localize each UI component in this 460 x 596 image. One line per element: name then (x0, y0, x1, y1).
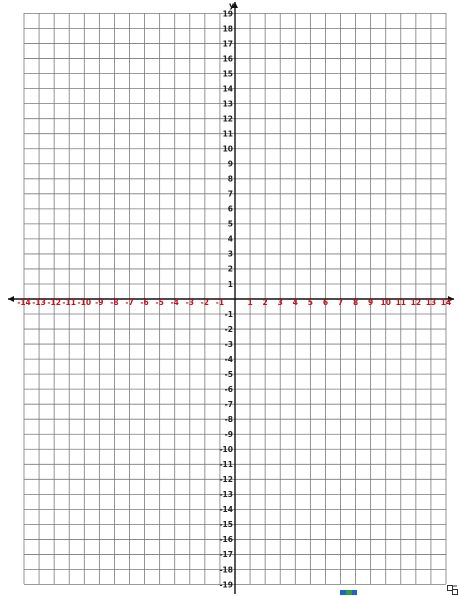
x-axis-left-arrow-icon (8, 296, 14, 302)
y-tick-label: -17 (219, 550, 233, 560)
y-tick-label: -13 (219, 490, 233, 500)
y-tick-label: 16 (222, 54, 233, 64)
y-tick-label: 8 (227, 174, 233, 184)
x-tick-label: 5 (307, 298, 313, 307)
y-tick-label: -7 (224, 399, 233, 409)
y-tick-label: -5 (224, 369, 233, 379)
y-tick-label: 18 (222, 24, 233, 34)
x-tick-label: -4 (170, 298, 179, 307)
x-tick-label: -14 (17, 298, 31, 307)
x-tick-label: -7 (125, 298, 134, 307)
x-tick-label: -9 (95, 298, 104, 307)
x-tick-label: 9 (368, 298, 374, 307)
x-tick-label: 14 (440, 298, 452, 307)
y-tick-label: 1 (227, 279, 233, 289)
y-tick-label: 12 (222, 114, 233, 124)
y-tick-label: 9 (227, 159, 233, 169)
x-tick-label: 12 (410, 298, 422, 307)
y-tick-label: -1 (224, 309, 233, 319)
y-tick-label: 4 (227, 234, 233, 244)
y-tick-label: 13 (222, 99, 233, 109)
x-tick-label: 11 (395, 298, 407, 307)
x-tick-label: 7 (337, 298, 344, 307)
y-tick-label: -4 (224, 354, 233, 364)
y-tick-label: 5 (227, 219, 233, 229)
y-tick-label: -3 (224, 339, 233, 349)
y-tick-label: 15 (222, 69, 233, 79)
y-tick-label: -6 (224, 384, 233, 394)
y-tick-label: 6 (227, 204, 233, 214)
x-tick-label: -12 (47, 298, 61, 307)
y-tick-label: -19 (219, 580, 233, 590)
x-tick-label: 6 (322, 298, 329, 307)
x-tick-label: 10 (380, 298, 391, 307)
y-tick-label: -14 (219, 505, 233, 515)
y-tick-label: -10 (219, 445, 233, 455)
x-tick-label: 13 (425, 298, 437, 307)
y-tick-label: 11 (222, 129, 233, 139)
color-swatch-icon (340, 589, 358, 596)
x-tick-label: -11 (62, 298, 76, 307)
y-tick-label: -8 (224, 415, 233, 425)
x-tick-label: -10 (77, 298, 92, 307)
y-tick-label: -11 (219, 460, 233, 470)
y-tick-label: -15 (219, 520, 233, 530)
y-tick-label: -18 (219, 565, 233, 575)
x-tick-label: 8 (352, 298, 359, 307)
resize-grip-icon[interactable] (447, 585, 458, 595)
y-tick-label: -9 (224, 430, 233, 440)
x-tick-label: -1 (215, 298, 225, 307)
x-tick-label: -6 (140, 298, 149, 307)
y-tick-label: 2 (227, 264, 233, 274)
y-tick-label: 14 (222, 84, 233, 94)
y-tick-label: -2 (224, 324, 233, 334)
x-tick-label: -3 (185, 298, 194, 307)
x-tick-label: 3 (277, 298, 283, 307)
y-tick-label: 10 (222, 144, 233, 154)
x-tick-label: -8 (110, 298, 119, 307)
x-tick-label: -2 (200, 298, 210, 307)
y-tick-label: 7 (227, 189, 233, 199)
y-tick-label: -16 (219, 535, 233, 545)
x-tick-label: 1 (247, 298, 253, 307)
y-axis-label: y (229, 1, 235, 10)
y-tick-label: 3 (227, 249, 233, 259)
y-tick-label: 17 (222, 39, 233, 49)
x-tick-label: -13 (32, 298, 46, 307)
y-tick-label: -12 (219, 475, 233, 485)
x-tick-label: 2 (262, 298, 268, 307)
y-tick-label: 19 (222, 9, 233, 19)
x-tick-label: -5 (155, 298, 164, 307)
x-tick-label: 4 (292, 298, 298, 307)
